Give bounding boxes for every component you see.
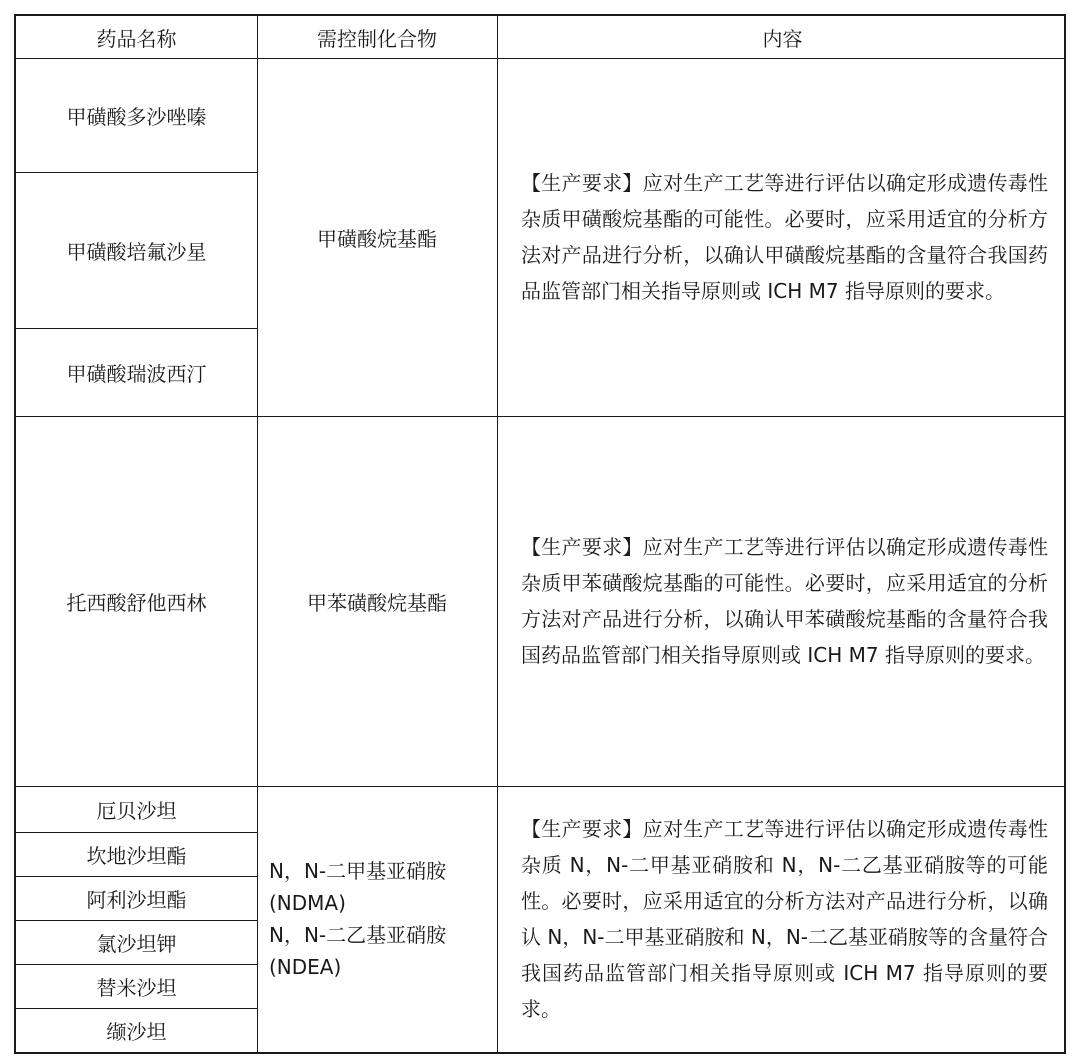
content-cell — [497, 416, 1068, 786]
content-cell — [497, 786, 1068, 1052]
content-cell — [497, 58, 1068, 416]
drug-name-cell: 托西酸舒他西林 — [66, 590, 207, 615]
compound-cell — [257, 786, 497, 1052]
drug-name-cell: 甲磺酸培氟沙星 — [66, 239, 207, 264]
header-content: 内容 — [762, 26, 803, 51]
content-text: 【生产要求】应对生产工艺等进行评估以确定形成遗传毒性杂质甲苯磺酸烷基酯的可能性。必要时，应采用适宜的分析方法对产品进行分析，以确认甲苯磺酸烷基酯的含量符合我国药品监管部门相关指导原则或 ICH M7 指导原则的要求。 — [521, 535, 1048, 667]
compound-line: N，N-二甲基亚硝胺 — [269, 859, 447, 883]
drug-name-cell: 厄贝沙坦 — [96, 798, 177, 823]
content-text: 【生产要求】应对生产工艺等进行评估以确定形成遗传毒性杂质甲磺酸烷基酯的可能性。必要时，应采用适宜的分析方法对产品进行分析，以确认甲磺酸烷基酯的含量符合我国药品监管部门相关指导原则或 ICH M7 指导原则的要求。 — [521, 171, 1048, 303]
content-text: 【生产要求】应对生产工艺等进行评估以确定形成遗传毒性杂质 N，N-二甲基亚硝胺和 N，N-二乙基亚硝胺等的可能性。必要时，应采用适宜的分析方法对产品进行分析，以确认 N，N-二甲基亚硝胺和 N，N-二乙基亚硝胺等的含量符合我国药品监管部门相关指导原则或 ICH M7 指导原则的要求。 — [521, 817, 1048, 1021]
compound-line: N，N-二乙基亚硝胺 — [269, 923, 447, 947]
drug-name-cell: 氯沙坦钾 — [96, 931, 177, 956]
drug-name-cell: 缬沙坦 — [106, 1019, 167, 1044]
drug-name-cell: 坎地沙坦酯 — [86, 843, 187, 868]
compound-line: (NDMA) — [269, 891, 346, 915]
header-drug-name: 药品名称 — [96, 26, 177, 51]
compound-cell: 甲苯磺酸烷基酯 — [307, 590, 447, 615]
drug-name-cell: 甲磺酸瑞波西汀 — [66, 361, 207, 386]
drug-name-cell: 替米沙坦 — [96, 975, 177, 1000]
drug-name-cell: 阿利沙坦酯 — [86, 887, 187, 912]
header-compound: 需控制化合物 — [317, 26, 437, 51]
compound-line: (NDEA) — [269, 955, 342, 979]
drug-impurity-table — [14, 14, 1066, 1054]
drug-name-cell: 甲磺酸多沙唑嗪 — [66, 104, 207, 129]
compound-cell: 甲磺酸烷基酯 — [317, 226, 437, 251]
